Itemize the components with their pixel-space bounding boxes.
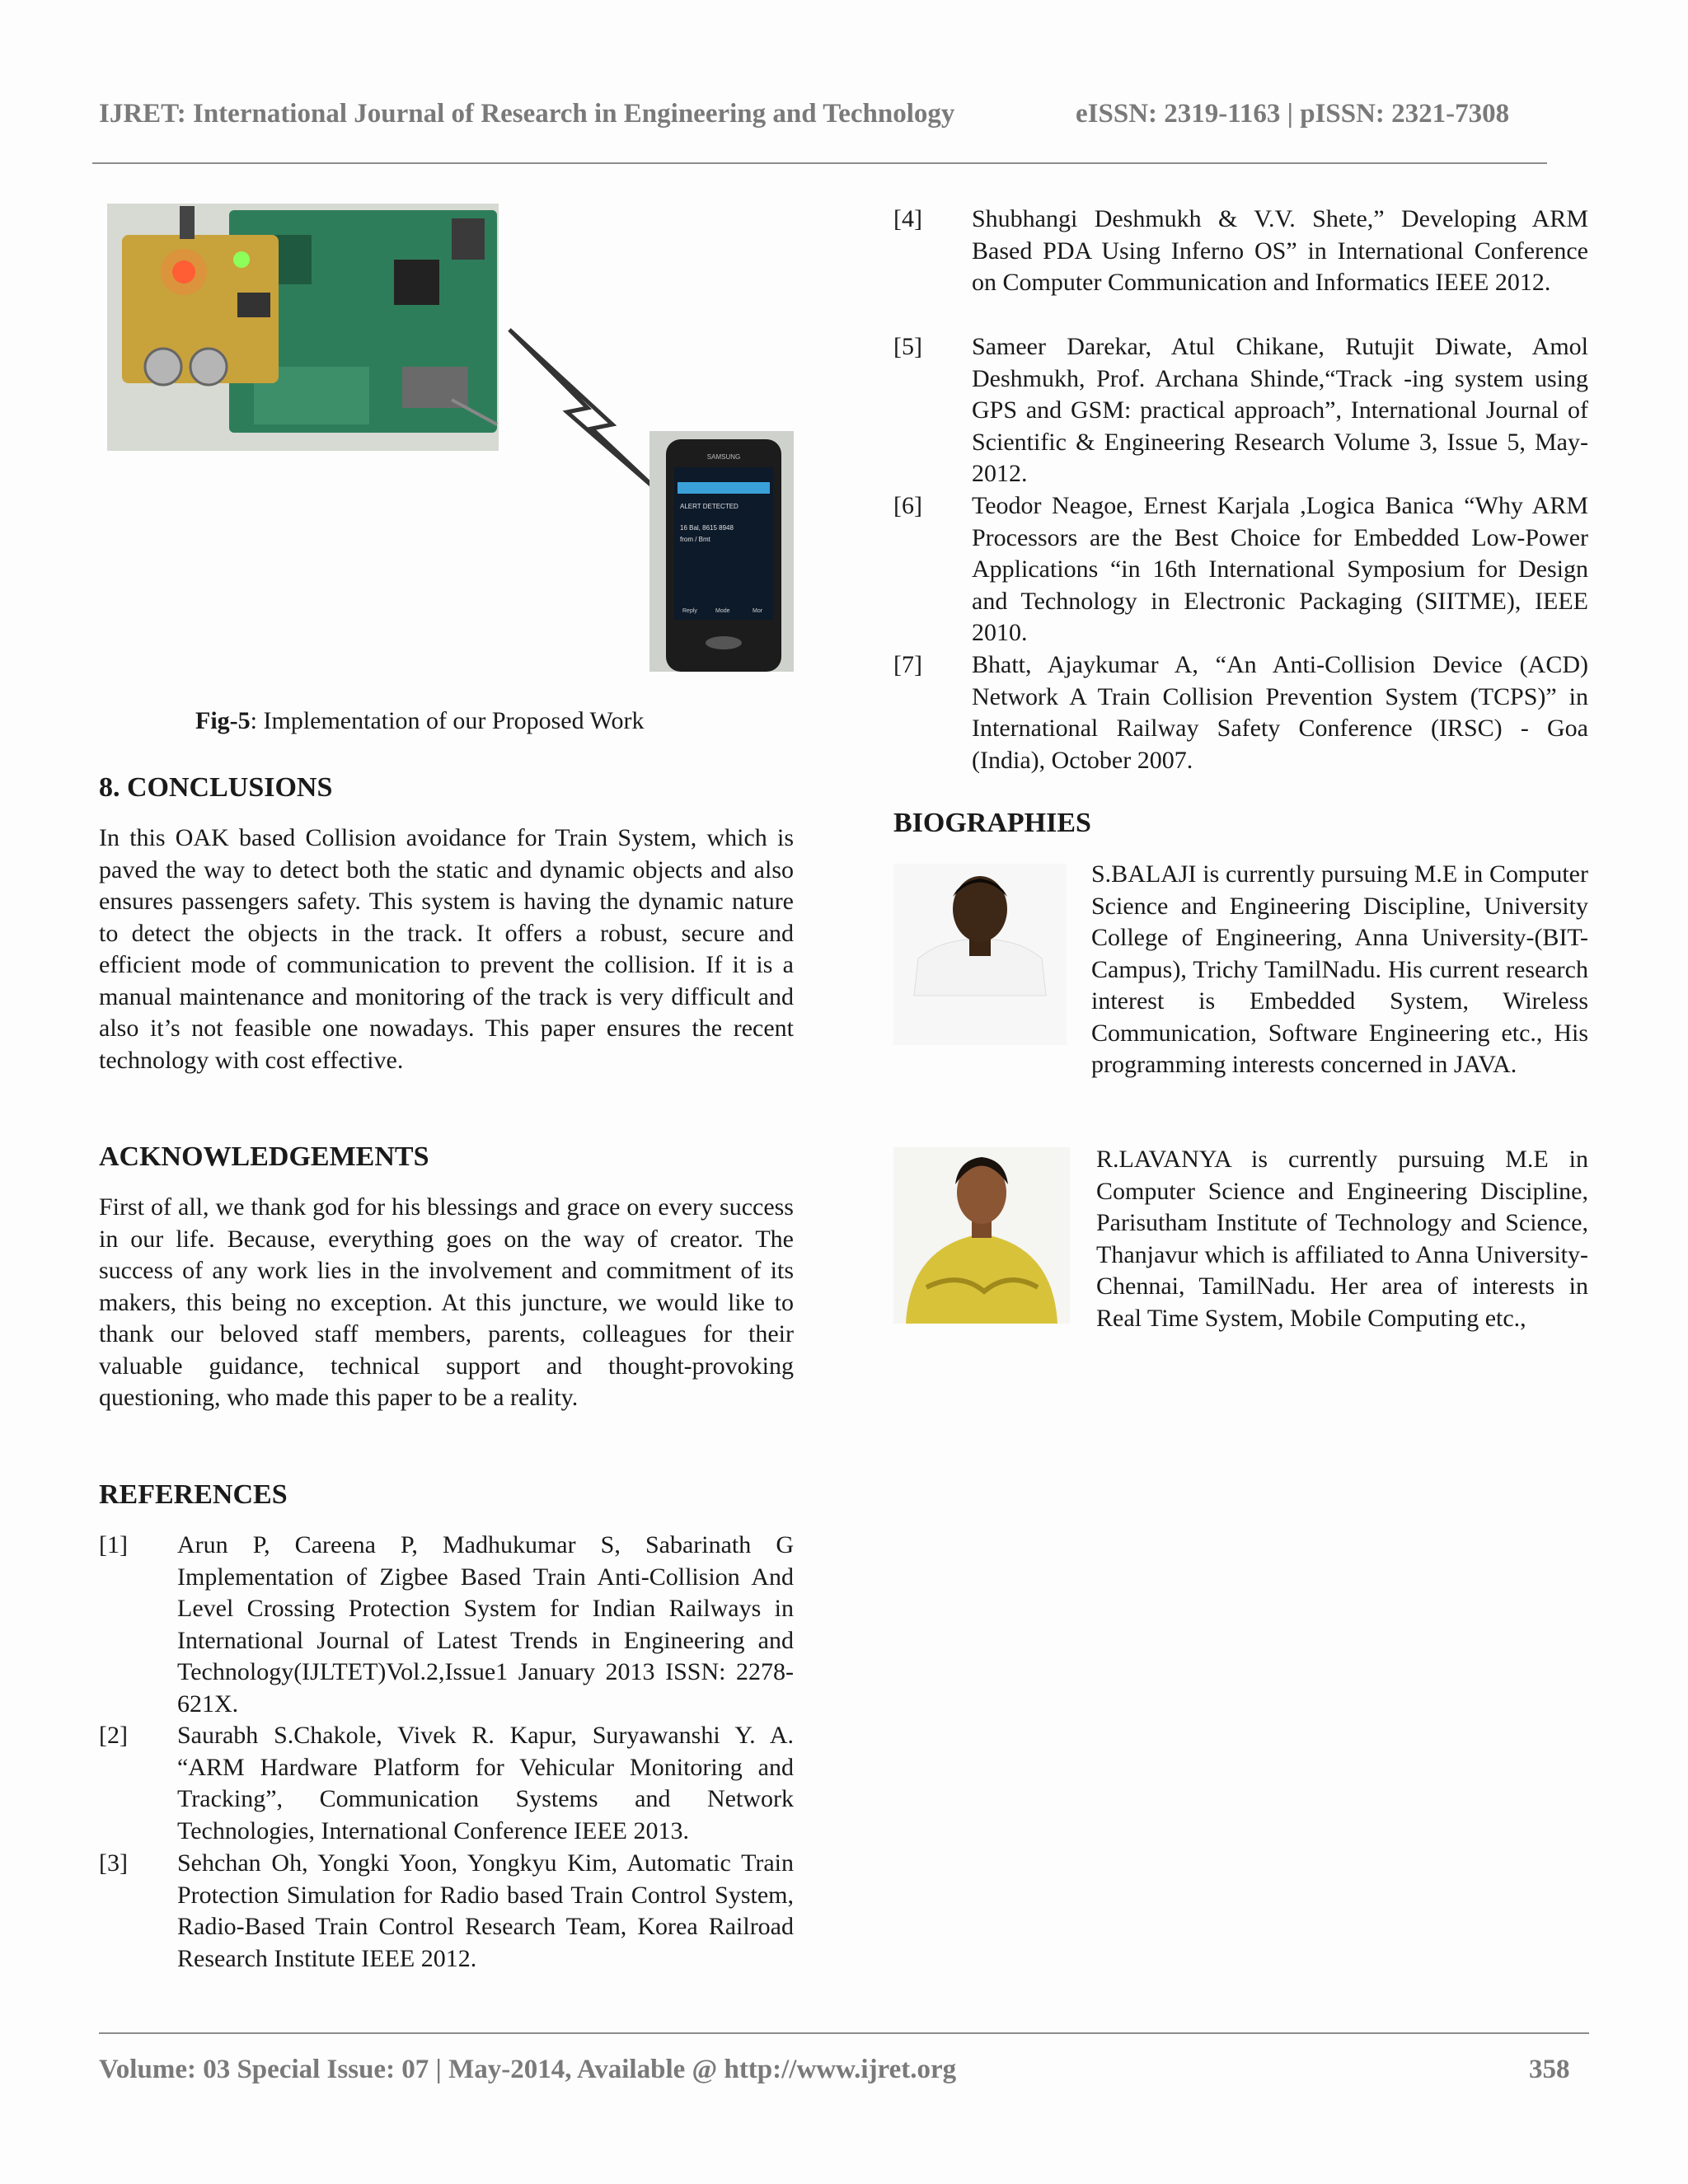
figure-caption-text: : Implementation of our Proposed Work (250, 707, 645, 734)
reference-number: [2] (99, 1722, 128, 1749)
reference-item (99, 1848, 794, 1975)
green-led (233, 251, 250, 268)
bio-photo-spacer (893, 1144, 1096, 1335)
phone-screen-line-1: ALERT DETECTED (680, 503, 738, 510)
phone-home-button (706, 636, 742, 649)
bio-lavanya-text: R.LAVANYA is currently pursuing M.E in Computer Science and Engineering Discipline, Parisutham Institute of Technology and Science, Thanjavur which is affiliated to Anna University-Chennai, TamilNadu. Her area of interests in Real Time System, Mobile Computing etc., (1096, 1146, 1588, 1332)
red-led-glow (161, 249, 207, 295)
bio-photo-spacer (893, 859, 1091, 1050)
ultrasonic-sensor-right (190, 349, 227, 385)
bio-balaji (893, 859, 1588, 1114)
reference-text: Saurabh S.Chakole, Vivek R. Kapur, Suryawanshi Y. A. “ARM Hardware Platform for Vehicular Monitoring and Tracking”, Communication Systems and Network Technologies, International Conference IEEE 2013. (177, 1722, 794, 1844)
figure-image (106, 202, 798, 680)
phone-screen-line-3: from / Bmt (680, 536, 710, 543)
page-number: 358 (1529, 2055, 1570, 2084)
references-heading: REFERENCES (99, 1479, 288, 1510)
phone-softkey-middle: Mode (715, 608, 730, 614)
reference-item (893, 649, 1588, 777)
sensor-board-chip (237, 293, 270, 317)
biographies-heading: BIOGRAPHIES (893, 808, 1091, 838)
reference-number: [1] (99, 1531, 128, 1558)
reference-text: Sameer Darekar, Atul Chikane, Rutujit Diwate, Amol Deshmukh, Prof. Archana Shinde,“Track -ing system using GPS and GSM: practical approach”, International Journal of Scientific & Engineering Research Volume 3, Issue 5, May-2012. (972, 333, 1588, 487)
connector (452, 218, 485, 260)
reference-number: [5] (893, 333, 922, 360)
figure-label: Fig-5 (195, 707, 251, 734)
reference-item (893, 490, 1588, 650)
microcontroller-chip (394, 260, 439, 305)
phone-softkey-right: Mor (753, 608, 763, 614)
antenna (180, 206, 195, 239)
reference-number: [3] (99, 1849, 128, 1877)
figure-caption (195, 707, 644, 735)
acknowledgements-text: First of all, we thank god for his blessings and grace on every success in our life. Because, everything goes on the way of creator. The success of any work lies in the involvement and commitment of its makers, this being no exception. At this juncture, we would like to thank our beloved staff members, parents, colleagues for their valuable guidance, technical support and thought-provoking questioning, who made this paper to be a reality. (99, 1193, 794, 1411)
reference-text: Sehchan Oh, Yongki Yoon, Yongkyu Kim, Automatic Train Protection Simulation for Radio based Train Control System, Radio-Based Train Control Research Team, Korea Railroad Research Institute IEEE 2012. (177, 1849, 794, 1972)
bio-balaji-text: S.BALAJI is currently pursuing M.E in Computer Science and Engineering Discipline, University College of Engineering, Anna University-(BIT-Campus), Trichy TamilNadu. His current research interest is Embedded System, Wireless Communication, Software Engineering etc., His programming interests concerned in JAVA. (1091, 860, 1588, 1078)
header-rule (92, 162, 1547, 164)
journal-title: IJRET: International Journal of Research in Engineering and Technology (99, 99, 955, 129)
footer-volume: Volume: 03 Special Issue: 07 | May-2014, Available @ http://www.ijret.org (99, 2055, 957, 2084)
reference-text: Teodor Neagoe, Ernest Karjala ,Logica Banica “Why ARM Processors are the Best Choice for Embedded Low-Power Applications “in 16th International Symposium for Design and Technology in Electronic Packaging (SIITME), IEEE 2010. (972, 492, 1588, 646)
phone-screen-titlebar (678, 482, 770, 494)
figure-5 (106, 202, 798, 680)
ultrasonic-sensor-left (145, 349, 181, 385)
reference-text: Bhatt, Ajaykumar A, “An Anti-Collision Device (ACD) Network A Train Collision Prevention System (TCPS)” in International Railway Safety Conference (IRSC) - Goa (India), October 2007. (972, 651, 1588, 774)
reference-item (99, 1530, 794, 1721)
reference-text: Shubhangi Deshmukh & V.V. Shete,” Developing ARM Based PDA Using Inferno OS” in International Conference on Computer Communication and Informatics IEEE 2012. (972, 205, 1588, 296)
reference-number: [7] (893, 651, 922, 678)
conclusions-heading: 8. CONCLUSIONS (99, 772, 333, 803)
reference-item (99, 1720, 794, 1848)
wireless-signal-icon (509, 330, 662, 494)
reference-number: [6] (893, 492, 922, 519)
phone-screen-line-2: 16 Bal, 8615 8948 (680, 524, 734, 532)
reference-item (893, 331, 1588, 491)
reference-item (893, 204, 1588, 331)
reference-number: [4] (893, 205, 922, 232)
acknowledgements-heading: ACKNOWLEDGEMENTS (99, 1141, 429, 1172)
conclusions-text: In this OAK based Collision avoidance for Train System, which is paved the way to detect both the static and dynamic objects and also ensures passengers safety. This system is having the dynamic nature to detect the objects in the track. It offers a robust, secure and efficient mode of communication to prevent the collision. If it is a manual maintenance and monitoring of the track is very difficult and also it’s not feasible one nowadays. This paper ensures the recent technology with cost effective. (99, 824, 794, 1074)
issn-info: eISSN: 2319-1163 | pISSN: 2321-7308 (1076, 99, 1510, 129)
reference-text: Arun P, Careena P, Madhukumar S, Sabarinath G Implementation of Zigbee Based Train Anti-Collision And Level Crossing Protection System for Indian Railways in International Journal of Latest Trends in Engineering and Technology(IJLTET)Vol.2,Issue1 January 2013 ISSN: 2278-621X. (177, 1531, 794, 1718)
phone-brand: SAMSUNG (706, 453, 741, 461)
footer-rule (99, 2032, 1589, 2034)
phone-softkey-left: Reply (682, 608, 697, 614)
bio-lavanya (893, 1144, 1588, 1366)
